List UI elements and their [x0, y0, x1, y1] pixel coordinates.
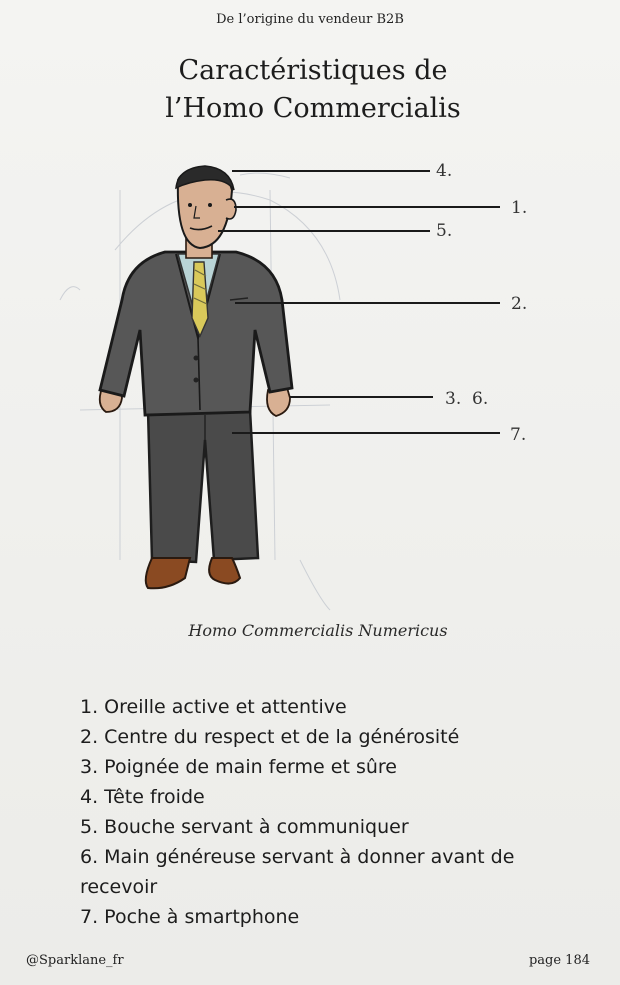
salesman-illustration: [0, 150, 620, 620]
list-item: 7. Poche à smartphone: [80, 906, 300, 928]
title-line-2: l’Homo Commercialis: [165, 93, 461, 124]
characteristics-list: [80, 692, 570, 932]
title-line-1: Caractéristiques de: [178, 55, 448, 86]
book-subtitle: De l’origine du vendeur B2B: [216, 12, 404, 27]
callout-label-mouth: 5.: [436, 221, 453, 241]
social-handle: @Sparklane_fr: [26, 953, 124, 968]
callout-label-hand-a: 3.: [445, 389, 462, 409]
callout-label-head: 4.: [436, 161, 453, 181]
callout-label-ear: 1.: [511, 198, 528, 218]
list-item: 1. Oreille active et attentive: [80, 696, 347, 718]
list-item: 2. Centre du respect et de la générosité: [80, 726, 460, 748]
callout-label-pocket: 7.: [510, 425, 527, 445]
callout-label-hand-b: 6.: [472, 389, 489, 409]
head: [176, 166, 236, 258]
list-item: 3. Poignée de main ferme et sûre: [80, 756, 397, 778]
figure-caption: Homo Commercialis Numericus: [188, 621, 448, 640]
list-item: 5. Bouche servant à communiquer: [80, 816, 409, 838]
list-item: 4. Tête froide: [80, 786, 205, 808]
page-title: [0, 52, 620, 128]
callout-label-chest: 2.: [511, 294, 528, 314]
list-item: 6. Main généreuse servant à donner avant de recevoir: [80, 846, 515, 898]
illustration: [0, 150, 620, 620]
page-number: page 184: [528, 953, 590, 968]
